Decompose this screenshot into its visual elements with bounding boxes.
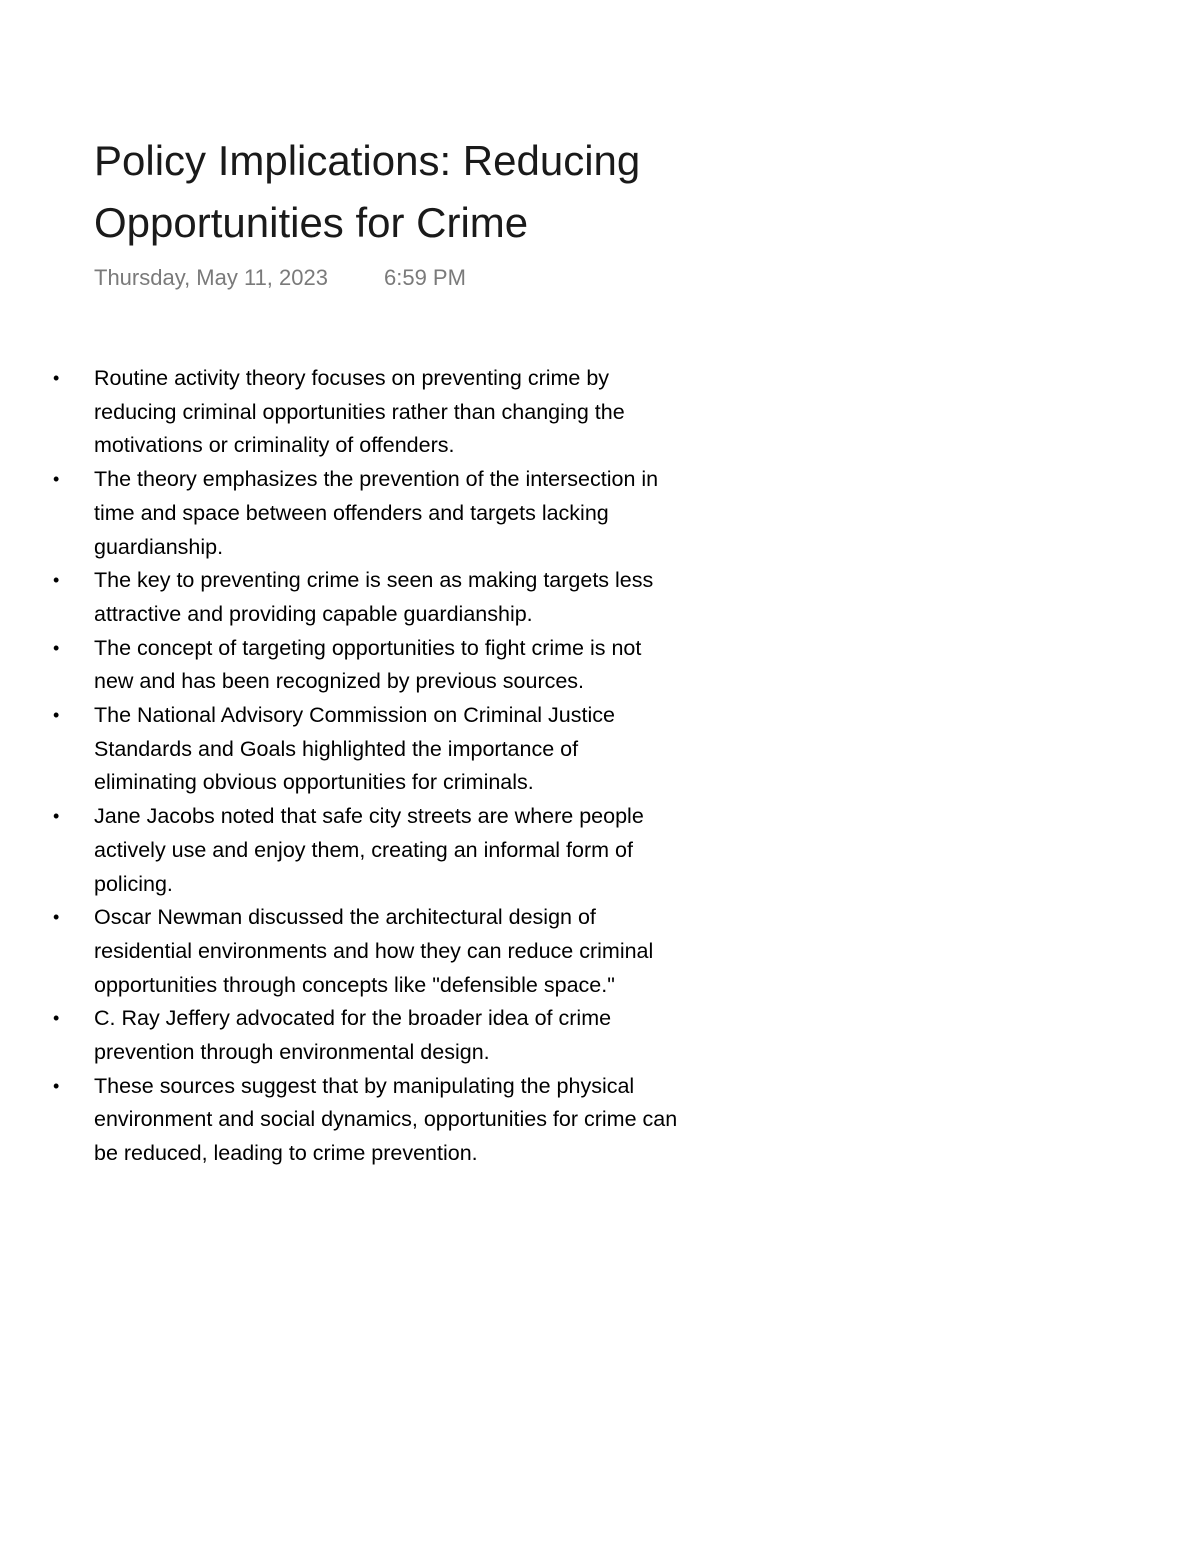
bullet-icon: • (53, 705, 60, 726)
page-title: Policy Implications: Reducing Opportunities for Crime (94, 137, 641, 246)
bullet-text: C. Ray Jeffery advocated for the broader idea of crime prevention through environmental design. (94, 1006, 612, 1065)
page-timestamp (94, 262, 466, 294)
bullet-text: The concept of targeting opportunities to fight crime is not new and has been recognized by previous sources. (94, 635, 642, 694)
bullet-icon: • (53, 806, 60, 827)
bullet-item (0, 1002, 684, 1069)
bullet-icon: • (53, 907, 60, 928)
bullet-text: These sources suggest that by manipulating the physical environment and social dynamics, opportunities for crime can be reduced, leading to crime prevention. (94, 1073, 678, 1166)
bullet-item (0, 800, 684, 901)
page-date: Thursday, May 11, 2023 (94, 265, 328, 290)
bullet-icon: • (53, 1008, 60, 1029)
bullet-text: Routine activity theory focuses on preventing crime by reducing criminal opportunities rather than changing the motivations or criminality of offenders. (94, 366, 625, 458)
bullet-text: The National Advisory Commission on Criminal Justice Standards and Goals highlighted the importance of eliminating obvious opportunities for criminals. (94, 703, 615, 795)
bullet-list (0, 362, 700, 1171)
bullet-text: The theory emphasizes the prevention of the intersection in time and space between offenders and targets lacking guardianship. (94, 467, 659, 559)
bullet-icon: • (53, 570, 60, 591)
bullet-item (0, 362, 684, 463)
bullet-item (0, 699, 684, 800)
bullet-item (0, 632, 684, 699)
bullet-icon: • (53, 1075, 60, 1096)
bullet-icon: • (53, 368, 60, 388)
bullet-item (0, 564, 684, 631)
bullet-text: Jane Jacobs noted that safe city streets are where people actively use and enjoy them, creating an informal form of policing. (94, 804, 644, 896)
bullet-text: The key to preventing crime is seen as making targets less attractive and providing capable guardianship. (94, 568, 654, 626)
bullet-item (0, 901, 684, 1002)
bullet-icon: • (53, 637, 60, 658)
bullet-icon: • (53, 469, 60, 490)
bullet-item (0, 1070, 684, 1171)
bullet-text: Oscar Newman discussed the architectural design of residential environments and how they can reduce criminal opportunities through concepts like "defensible space." (94, 905, 654, 997)
page-time: 6:59 PM (383, 265, 466, 290)
bullet-item (0, 463, 684, 564)
